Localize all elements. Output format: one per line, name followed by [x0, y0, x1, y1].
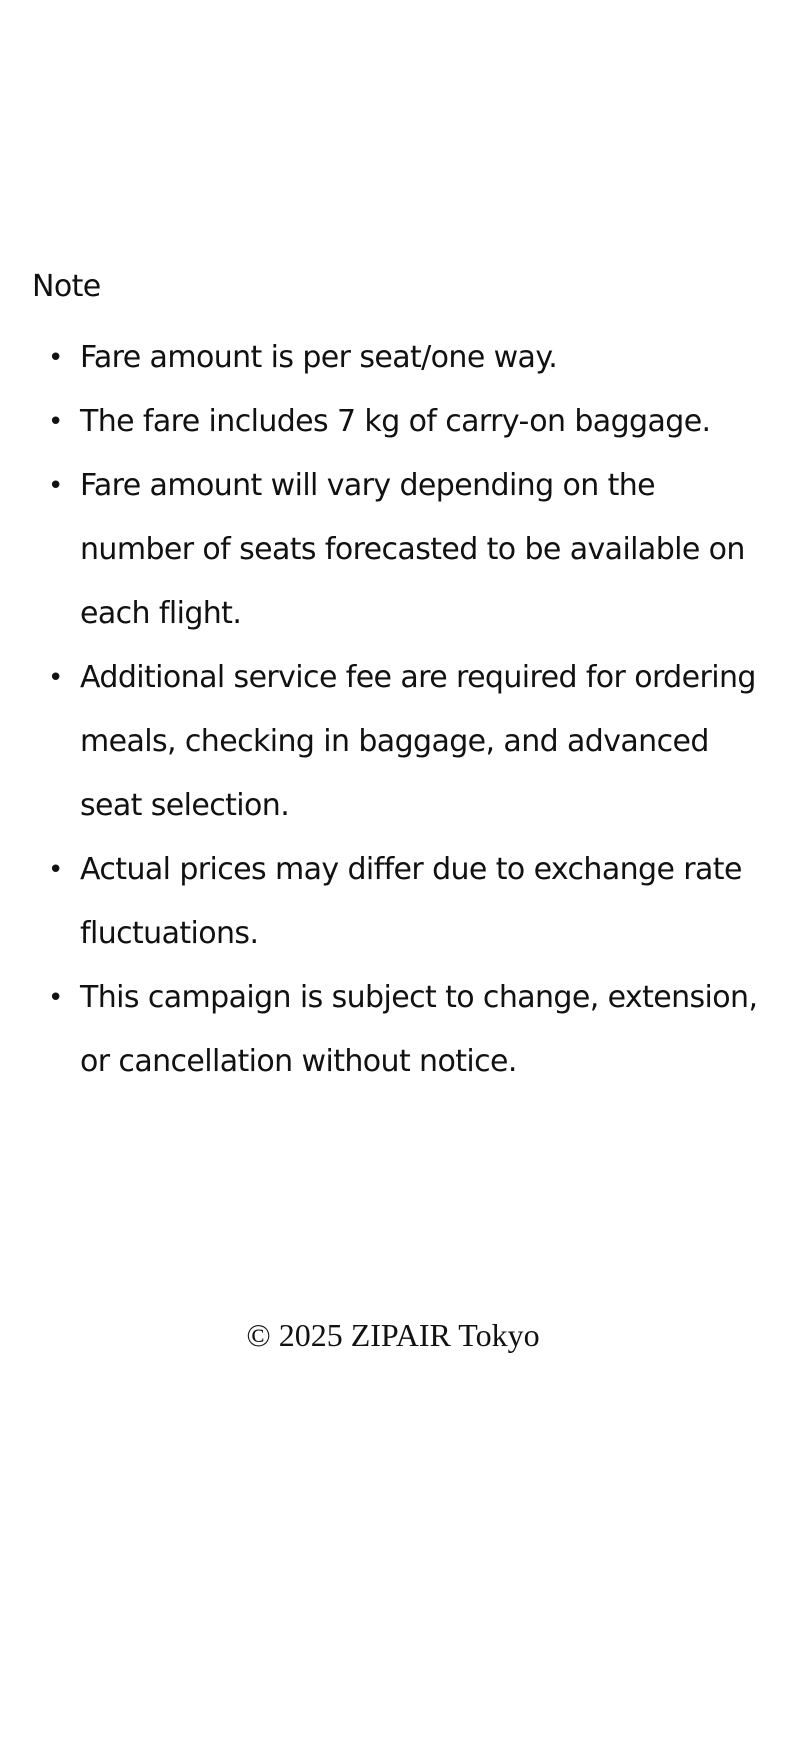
bullet-icon: • [48, 983, 63, 1013]
copyright-text: © 2025 ZIPAIR Tokyo [246, 1317, 540, 1353]
bullet-icon: • [48, 343, 63, 373]
notes-heading: Note [32, 269, 101, 304]
notes-section [32, 262, 762, 1094]
notes-list [32, 326, 762, 1094]
bullet-icon: • [48, 407, 63, 437]
list-item-text: The fare includes 7 kg of carry-on baggage. [80, 404, 711, 439]
list-item [32, 390, 762, 454]
bullet-icon: • [48, 471, 63, 501]
list-item-text: Additional service fee are required for ordering meals, checking in baggage, and advanced seat selection. [80, 660, 756, 823]
list-item-text: This campaign is subject to change, extension, or cancellation without notice. [80, 980, 758, 1079]
list-item [32, 326, 762, 390]
list-item [32, 838, 762, 966]
bullet-icon: • [48, 855, 63, 885]
list-item-text: Fare amount is per seat/one way. [80, 340, 558, 375]
list-item [32, 454, 762, 646]
list-item [32, 646, 762, 838]
footer [0, 1310, 786, 1360]
list-item-text: Fare amount will vary depending on the number of seats forecasted to be available on each flight. [80, 468, 745, 631]
bullet-icon: • [48, 663, 63, 693]
list-item-text: Actual prices may differ due to exchange rate fluctuations. [80, 852, 742, 951]
list-item [32, 966, 762, 1094]
